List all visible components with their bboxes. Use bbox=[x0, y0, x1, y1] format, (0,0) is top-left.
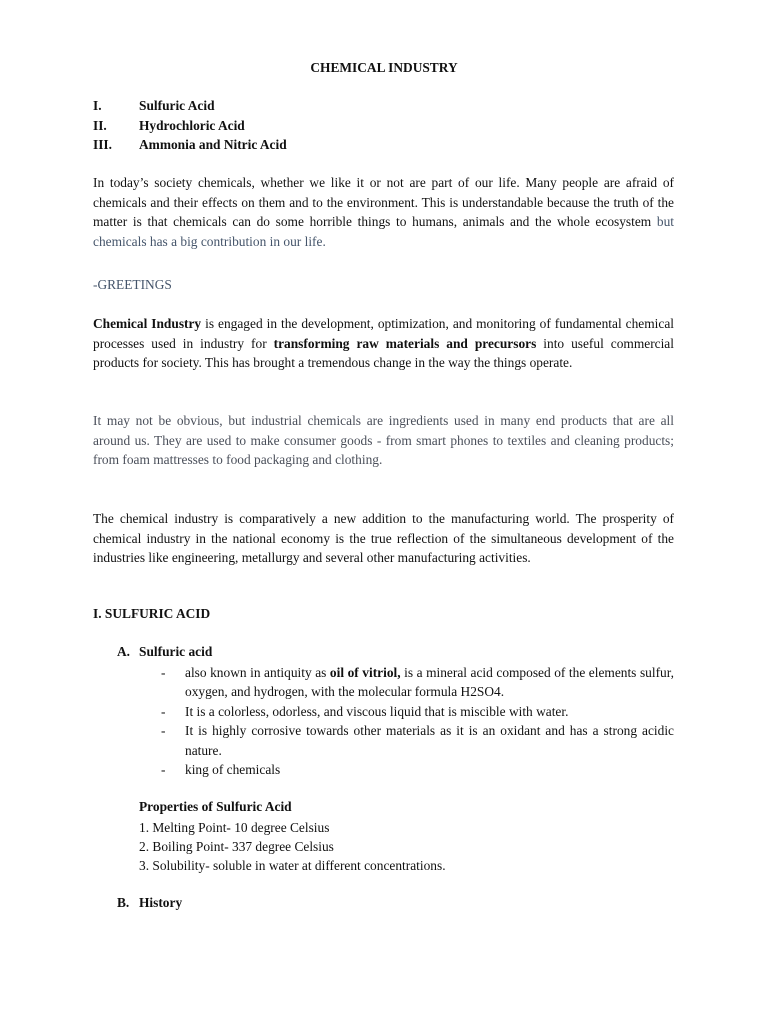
intro-highlight: but chemicals has a big contribution in our life. bbox=[93, 214, 674, 249]
industrial-paragraph: It may not be obvious, but industrial chemicals are ingredients used in many end products that are all around us. They are used to make consumer goods - from smart phones to textiles and cleaning products; from foam mattresses to food packaging and clothing. bbox=[93, 413, 674, 468]
bullet-dash: - bbox=[161, 665, 166, 680]
bullet-dash: - bbox=[161, 762, 166, 778]
toc-label: Ammonia and Nitric Acid bbox=[139, 137, 287, 152]
list-item bbox=[161, 663, 674, 702]
definition-term: Chemical Industry bbox=[93, 316, 202, 331]
definition-paragraph bbox=[93, 314, 674, 373]
list-item bbox=[161, 721, 674, 760]
definition-text: is engaged in the development, optimization, and monitoring of fundamental chemical processes used in industry for bbox=[93, 316, 674, 351]
subheading-sulfuric-acid bbox=[117, 644, 212, 660]
intro-paragraph bbox=[93, 173, 674, 251]
definition-text-end: into useful commercial products for society. This has brought a tremendous change in the way the things operate. bbox=[93, 335, 674, 371]
bullet-dash: - bbox=[161, 703, 166, 719]
subheading-letter: A. bbox=[117, 644, 131, 659]
document-title: CHEMICAL INDUSTRY bbox=[310, 60, 458, 75]
toc-label: Hydrochloric Acid bbox=[139, 118, 245, 133]
property-item: 1. Melting Point- 10 degree Celsius bbox=[139, 820, 330, 835]
bullet-text: It is highly corrosive towards other materials as it is an oxidant and has a strong acidic nature. bbox=[185, 723, 674, 758]
section-heading-sulfuric-acid: I. SULFURIC ACID bbox=[93, 606, 211, 621]
list-item bbox=[161, 702, 674, 721]
subheading-letter: B. bbox=[117, 895, 130, 910]
definition-emphasis: transforming raw materials and precursors bbox=[273, 335, 537, 351]
toc-number: I. bbox=[93, 98, 102, 113]
bullet-text-end: is a mineral acid composed of the elements sulfur, oxygen, and hydrogen, with the molecular formula H2SO4. bbox=[185, 665, 674, 700]
sulfuric-acid-bullets bbox=[161, 663, 674, 779]
bullet-text: also known in antiquity as bbox=[185, 665, 330, 680]
bullet-bold: oil of vitriol, bbox=[329, 665, 401, 680]
list-item bbox=[161, 760, 674, 779]
intro-text: In today’s society chemicals, whether we like it or not are part of our life. Many people are afraid of chemicals and their effects on them and to the environment. This is understandable because the truth of the matter is that chemicals can do some horrible things to humans, animals and the whole ecosystem bbox=[93, 175, 674, 230]
property-item: 3. Solubility- soluble in water at different concentrations. bbox=[139, 858, 446, 874]
subheading-label: History bbox=[139, 895, 183, 910]
toc-number: II. bbox=[93, 118, 107, 133]
subheading-history bbox=[117, 895, 182, 911]
toc-number: III. bbox=[93, 137, 112, 152]
properties-title: Properties of Sulfuric Acid bbox=[139, 799, 292, 814]
properties-list bbox=[139, 818, 446, 876]
bullet-text: It is a colorless, odorless, and viscous liquid that is miscible with water. bbox=[185, 703, 569, 719]
subheading-label: Sulfuric acid bbox=[139, 644, 213, 659]
prosperity-paragraph: The chemical industry is comparatively a new addition to the manufacturing world. The prosperity of chemical industry in the national economy is the true reflection of the simultaneous development of the industries like engineering, metallurgy and several other manufacturing activities. bbox=[93, 511, 674, 566]
greetings-note: -GREETINGS bbox=[93, 277, 172, 292]
property-item: 2. Boiling Point- 337 degree Celsius bbox=[139, 839, 334, 855]
bullet-dash: - bbox=[161, 723, 166, 739]
bullet-text: king of chemicals bbox=[185, 762, 281, 778]
toc-label: Sulfuric Acid bbox=[139, 98, 215, 113]
